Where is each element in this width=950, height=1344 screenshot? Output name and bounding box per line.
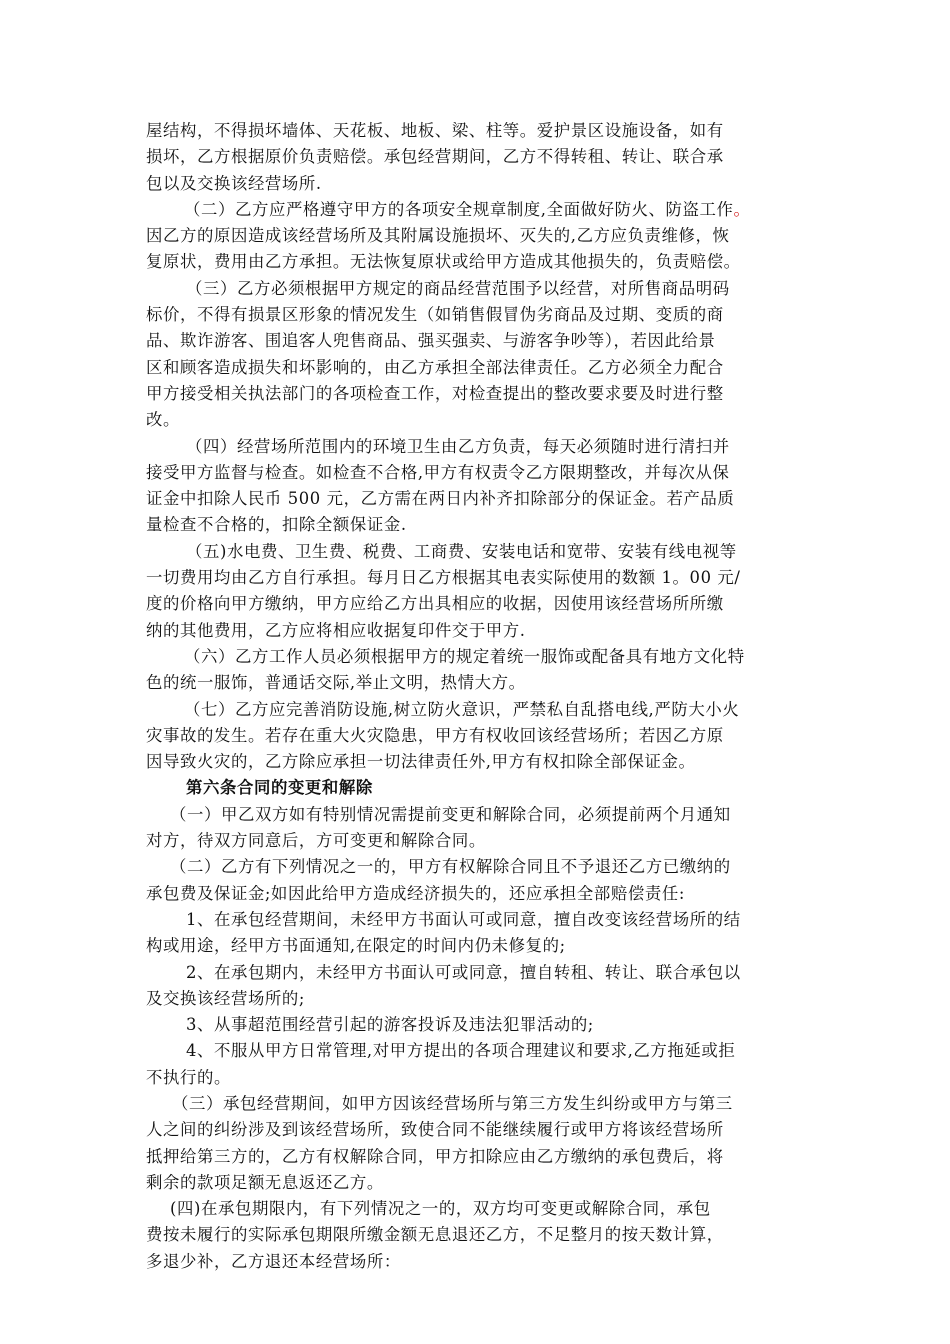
paragraph-line: 承包费及保证金;如因此给甲方造成经济损失的，还应承担全部赔偿责任: — [146, 883, 685, 903]
clause-2-line: （二）乙方应严格遵守甲方的各项安全规章制度,全面做好防火、防盗工作。 — [184, 199, 751, 219]
paragraph-line: 品、欺诈游客、围追客人兜售商品、强买强卖、与游客争吵等），若因此给景 — [146, 331, 716, 351]
list-item-4-line: 4、不服从甲方日常管理,对甲方提出的各项合理建议和要求,乙方拖延或拒 — [186, 1041, 736, 1061]
red-period-mark: 。 — [733, 199, 751, 219]
paragraph-line: 多退少补，乙方退还本经营场所： — [146, 1251, 401, 1271]
clause-5-line: （五)水电费、卫生费、税费、工商费、安装电话和宽带、安装有线电视等 — [186, 541, 737, 561]
list-item-1-line: 1、在承包经营期间，未经甲方书面认可或同意，擅自改变该经营场所的结 — [186, 909, 741, 929]
list-item-2-line: 2、在承包期内，未经甲方书面认可或同意，擅自转租、转让、联合承包以 — [186, 962, 741, 982]
paragraph-line: 包以及交换该经营场所. — [146, 173, 322, 193]
paragraph-line: 屋结构，不得损坏墙体、天花板、地板、梁、柱等。爱护景区设施设备，如有 — [146, 121, 724, 140]
paragraph-line: 人之间的纠纷涉及到该经营场所，致使合同不能继续履行或甲方将该经营场所 — [146, 1120, 724, 1140]
paragraph-line: 量检查不合格的，扣除全额保证金. — [146, 515, 407, 535]
article-6-heading: 第六条合同的变更和解除 — [186, 778, 373, 798]
paragraph-line: 及交换该经营场所的; — [146, 988, 306, 1008]
paragraph-line: 因导致火灾的，乙方除应承担一切法律责任外,甲方有权扣除全部保证金。 — [146, 752, 696, 772]
paragraph-line: 色的统一服饰，普通话交际,举止文明，热情大方。 — [146, 673, 526, 693]
article-6-clause-1-line: （一）甲乙双方如有特别情况需提前变更和解除合同，必须提前两个月通知 — [170, 804, 731, 824]
clause-3-line: （三）乙方必须根据甲方规定的商品经营范围予以经营，对所售商品明码 — [186, 278, 730, 298]
paragraph-line: 度的价格向甲方缴纳，甲方应给乙方出具相应的收据，因使用该经营场所所缴 — [146, 594, 724, 614]
clause-6-line: （六）乙方工作人员必须根据甲方的规定着统一服饰或配备具有地方文化特 — [184, 646, 745, 666]
paragraph-line: 损坏，乙方根据原价负责赔偿。承包经营期间，乙方不得转租、转让、联合承 — [146, 147, 724, 167]
paragraph-line: 接受甲方监督与检查。如检查不合格,甲方有权责令乙方限期整改，并每次从保 — [146, 462, 730, 482]
paragraph-line: 因乙方的原因造成该经营场所及其附属设施损坏、灭失的,乙方应负责维修，恢 — [146, 226, 730, 246]
paragraph-line: 一切费用均由乙方自行承担。每月日乙方根据其电表实际使用的数额 1。00 元/ — [146, 568, 741, 588]
contract-text — [146, 118, 806, 1275]
paragraph-line: 对方，待双方同意后，方可变更和解除合同。 — [146, 831, 486, 851]
article-6-clause-4-line: (四)在承包期限内，有下列情况之一的，双方均可变更或解除合同，承包 — [170, 1199, 711, 1219]
list-item-3-line: 3、从事超范围经营引起的游客投诉及违法犯罪活动的; — [186, 1015, 594, 1035]
paragraph-line: 甲方接受相关执法部门的各项检查工作，对检查提出的整改要求要及时进行整 — [146, 383, 724, 403]
clause-4-line: （四）经营场所范围内的环境卫生由乙方负责，每天必须随时进行清扫并 — [186, 436, 730, 456]
paragraph-line: 改。 — [146, 410, 180, 430]
paragraph-line: 证金中扣除人民币 500 元，乙方需在两日内补齐扣除部分的保证金。若产品质 — [146, 489, 735, 509]
paragraph-line: 抵押给第三方的，乙方有权解除合同，甲方扣除应由乙方缴纳的承包费后，将 — [146, 1146, 724, 1166]
paragraph-line: 灾事故的发生。若存在重大火灾隐患，甲方有权收回该经营场所；若因乙方原 — [146, 725, 724, 745]
paragraph-line: 构或用途，经甲方书面通知,在限定的时间内仍未修复的; — [146, 936, 566, 956]
paragraph-line: 费按未履行的实际承包期限所缴金额无息退还乙方，不足整月的按天数计算， — [146, 1225, 724, 1245]
paragraph-line: 纳的其他费用，乙方应将相应收据复印件交于甲方. — [146, 620, 526, 640]
paragraph-line: 区和顾客造成损失和坏影响的，由乙方承担全部法律责任。乙方必须全力配合 — [146, 357, 724, 377]
paragraph-line: 不执行的。 — [146, 1067, 231, 1087]
paragraph-line: 剩余的款项足额无息返还乙方。 — [146, 1172, 384, 1192]
article-6-clause-2-line: （二）乙方有下列情况之一的，甲方有权解除合同且不予退还乙方已缴纳的 — [170, 857, 731, 877]
paragraph-line: 复原状，费用由乙方承担。无法恢复原状或给甲方造成其他损失的，负责赔偿。 — [146, 252, 741, 272]
paragraph-line: 标价，不得有损景区形象的情况发生（如销售假冒伪劣商品及过期、变质的商 — [146, 305, 724, 325]
clause-7-line: （七）乙方应完善消防设施,树立防火意识，严禁私自乱搭电线,严防大小火 — [184, 699, 740, 719]
article-6-clause-3-line: （三）承包经营期间，如甲方因该经营场所与第三方发生纠纷或甲方与第三 — [172, 1093, 733, 1113]
